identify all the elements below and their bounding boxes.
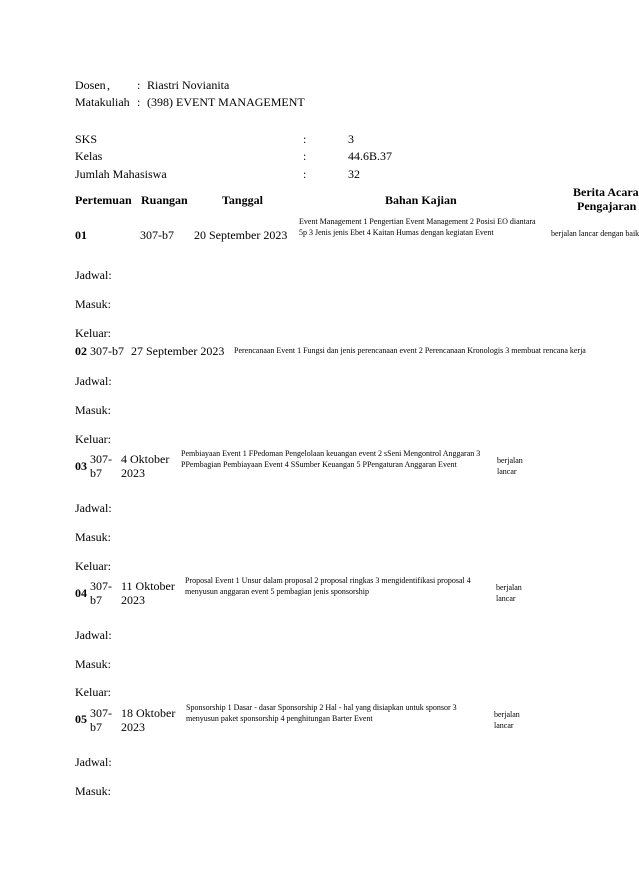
kelas-value: 44.6B.37 <box>348 149 393 163</box>
session-05-masuk: Masuk: <box>75 784 111 798</box>
session-03-date: 4 Oktober 2023 <box>121 452 170 480</box>
session-04-bahan: Proposal Event 1 Unsur dalam proposal 2 proposal ringkas 3 mengidentifikasi proposal 4 menyusun anggaran event 5 pembagian jenis sponsorship <box>185 576 471 596</box>
dosen-comma: , <box>107 78 110 92</box>
col-berita-2: Pengajaran <box>577 199 637 213</box>
session-05-bahan: Sponsorship 1 Dasar - dasar Sponsorship 2 Hal - hal yang disiapkan untuk sponsor 3 menyusun paket sponsorship 4 penghitungan Barter Event <box>186 703 457 723</box>
session-02-room: 307-b7 <box>90 344 124 358</box>
session-01-masuk: Masuk: <box>75 297 111 311</box>
session-04-berita: berjalan lancar <box>496 583 522 603</box>
session-05-date: 18 Oktober 2023 <box>121 706 176 734</box>
session-02-date: 27 September 2023 <box>131 344 225 358</box>
session-03-no: 03 <box>75 459 87 473</box>
kelas-label: Kelas <box>75 149 103 163</box>
session-04-no: 04 <box>75 586 87 600</box>
sks-label: SKS <box>75 132 98 146</box>
sks-value: 3 <box>348 132 354 146</box>
dosen-value: Riastri Novianita <box>147 78 230 92</box>
session-03-bahan: Pembiayaan Event 1 FPedoman Pengelolaan keuangan event 2 sSeni Mengontrol Anggaran 3 PPembagian Pembiayaan Event 4 SSumber Keuangan 5 PPengaturan Anggaran Event <box>181 449 481 469</box>
col-tanggal: Tanggal <box>222 193 263 207</box>
dosen-label: Dosen <box>75 78 106 92</box>
session-05-no: 05 <box>75 712 87 726</box>
matakuliah-colon: : <box>137 95 141 109</box>
session-04-masuk: Masuk: <box>75 657 111 671</box>
sks-colon: : <box>303 132 307 146</box>
session-04-jadwal: Jadwal: <box>75 628 112 642</box>
jumlah-colon: : <box>303 167 307 181</box>
session-03-keluar: Keluar: <box>75 559 111 573</box>
session-04-keluar: Keluar: <box>75 685 111 699</box>
session-04-room: 307-b7 <box>90 579 112 607</box>
session-02-masuk: Masuk: <box>75 403 111 417</box>
matakuliah-label: Matakuliah <box>75 95 130 109</box>
session-02-keluar: Keluar: <box>75 432 111 446</box>
session-02-jadwal: Jadwal: <box>75 374 112 388</box>
session-05-berita: berjalan lancar <box>494 710 520 730</box>
col-bahan: Bahan Kajian <box>385 193 457 207</box>
session-02-bahan: Perencanaan Event 1 Fungsi dan jenis perencanaan event 2 Perencanaan Kronologis 3 membuat rencana kerja <box>234 346 586 355</box>
session-01-date: 20 September 2023 <box>194 228 288 242</box>
col-berita-1: Berita Acara <box>573 185 639 199</box>
session-01-jadwal: Jadwal: <box>75 268 112 282</box>
jumlah-label: Jumlah Mahasiswa <box>75 167 167 181</box>
session-03-berita: berjalan lancar <box>497 456 523 476</box>
session-01-no: 01 <box>75 228 87 242</box>
session-01-bahan: Event Management 1 Pengertian Event Management 2 Posisi EO diantara 5p 3 Jenis jenis Ebet 4 Kaitan Humas dengan kegiatan Event <box>299 217 536 237</box>
session-02-no: 02 <box>75 344 87 358</box>
session-01-berita: berjalan lancar dengan baik <box>551 229 639 238</box>
session-05-jadwal: Jadwal: <box>75 755 112 769</box>
jumlah-value: 32 <box>348 167 360 181</box>
col-ruangan: Ruangan <box>141 193 188 207</box>
session-03-masuk: Masuk: <box>75 530 111 544</box>
session-01-room: 307-b7 <box>140 228 174 242</box>
session-03-room: 307-b7 <box>90 452 112 480</box>
kelas-colon: : <box>303 149 307 163</box>
session-01-keluar: Keluar: <box>75 326 111 340</box>
dosen-colon: : <box>137 78 141 92</box>
session-04-date: 11 Oktober 2023 <box>121 579 175 607</box>
session-03-jadwal: Jadwal: <box>75 501 112 515</box>
matakuliah-value: (398) EVENT MANAGEMENT <box>147 95 305 109</box>
session-05-room: 307-b7 <box>90 706 112 734</box>
col-pertemuan: Pertemuan <box>75 193 132 207</box>
